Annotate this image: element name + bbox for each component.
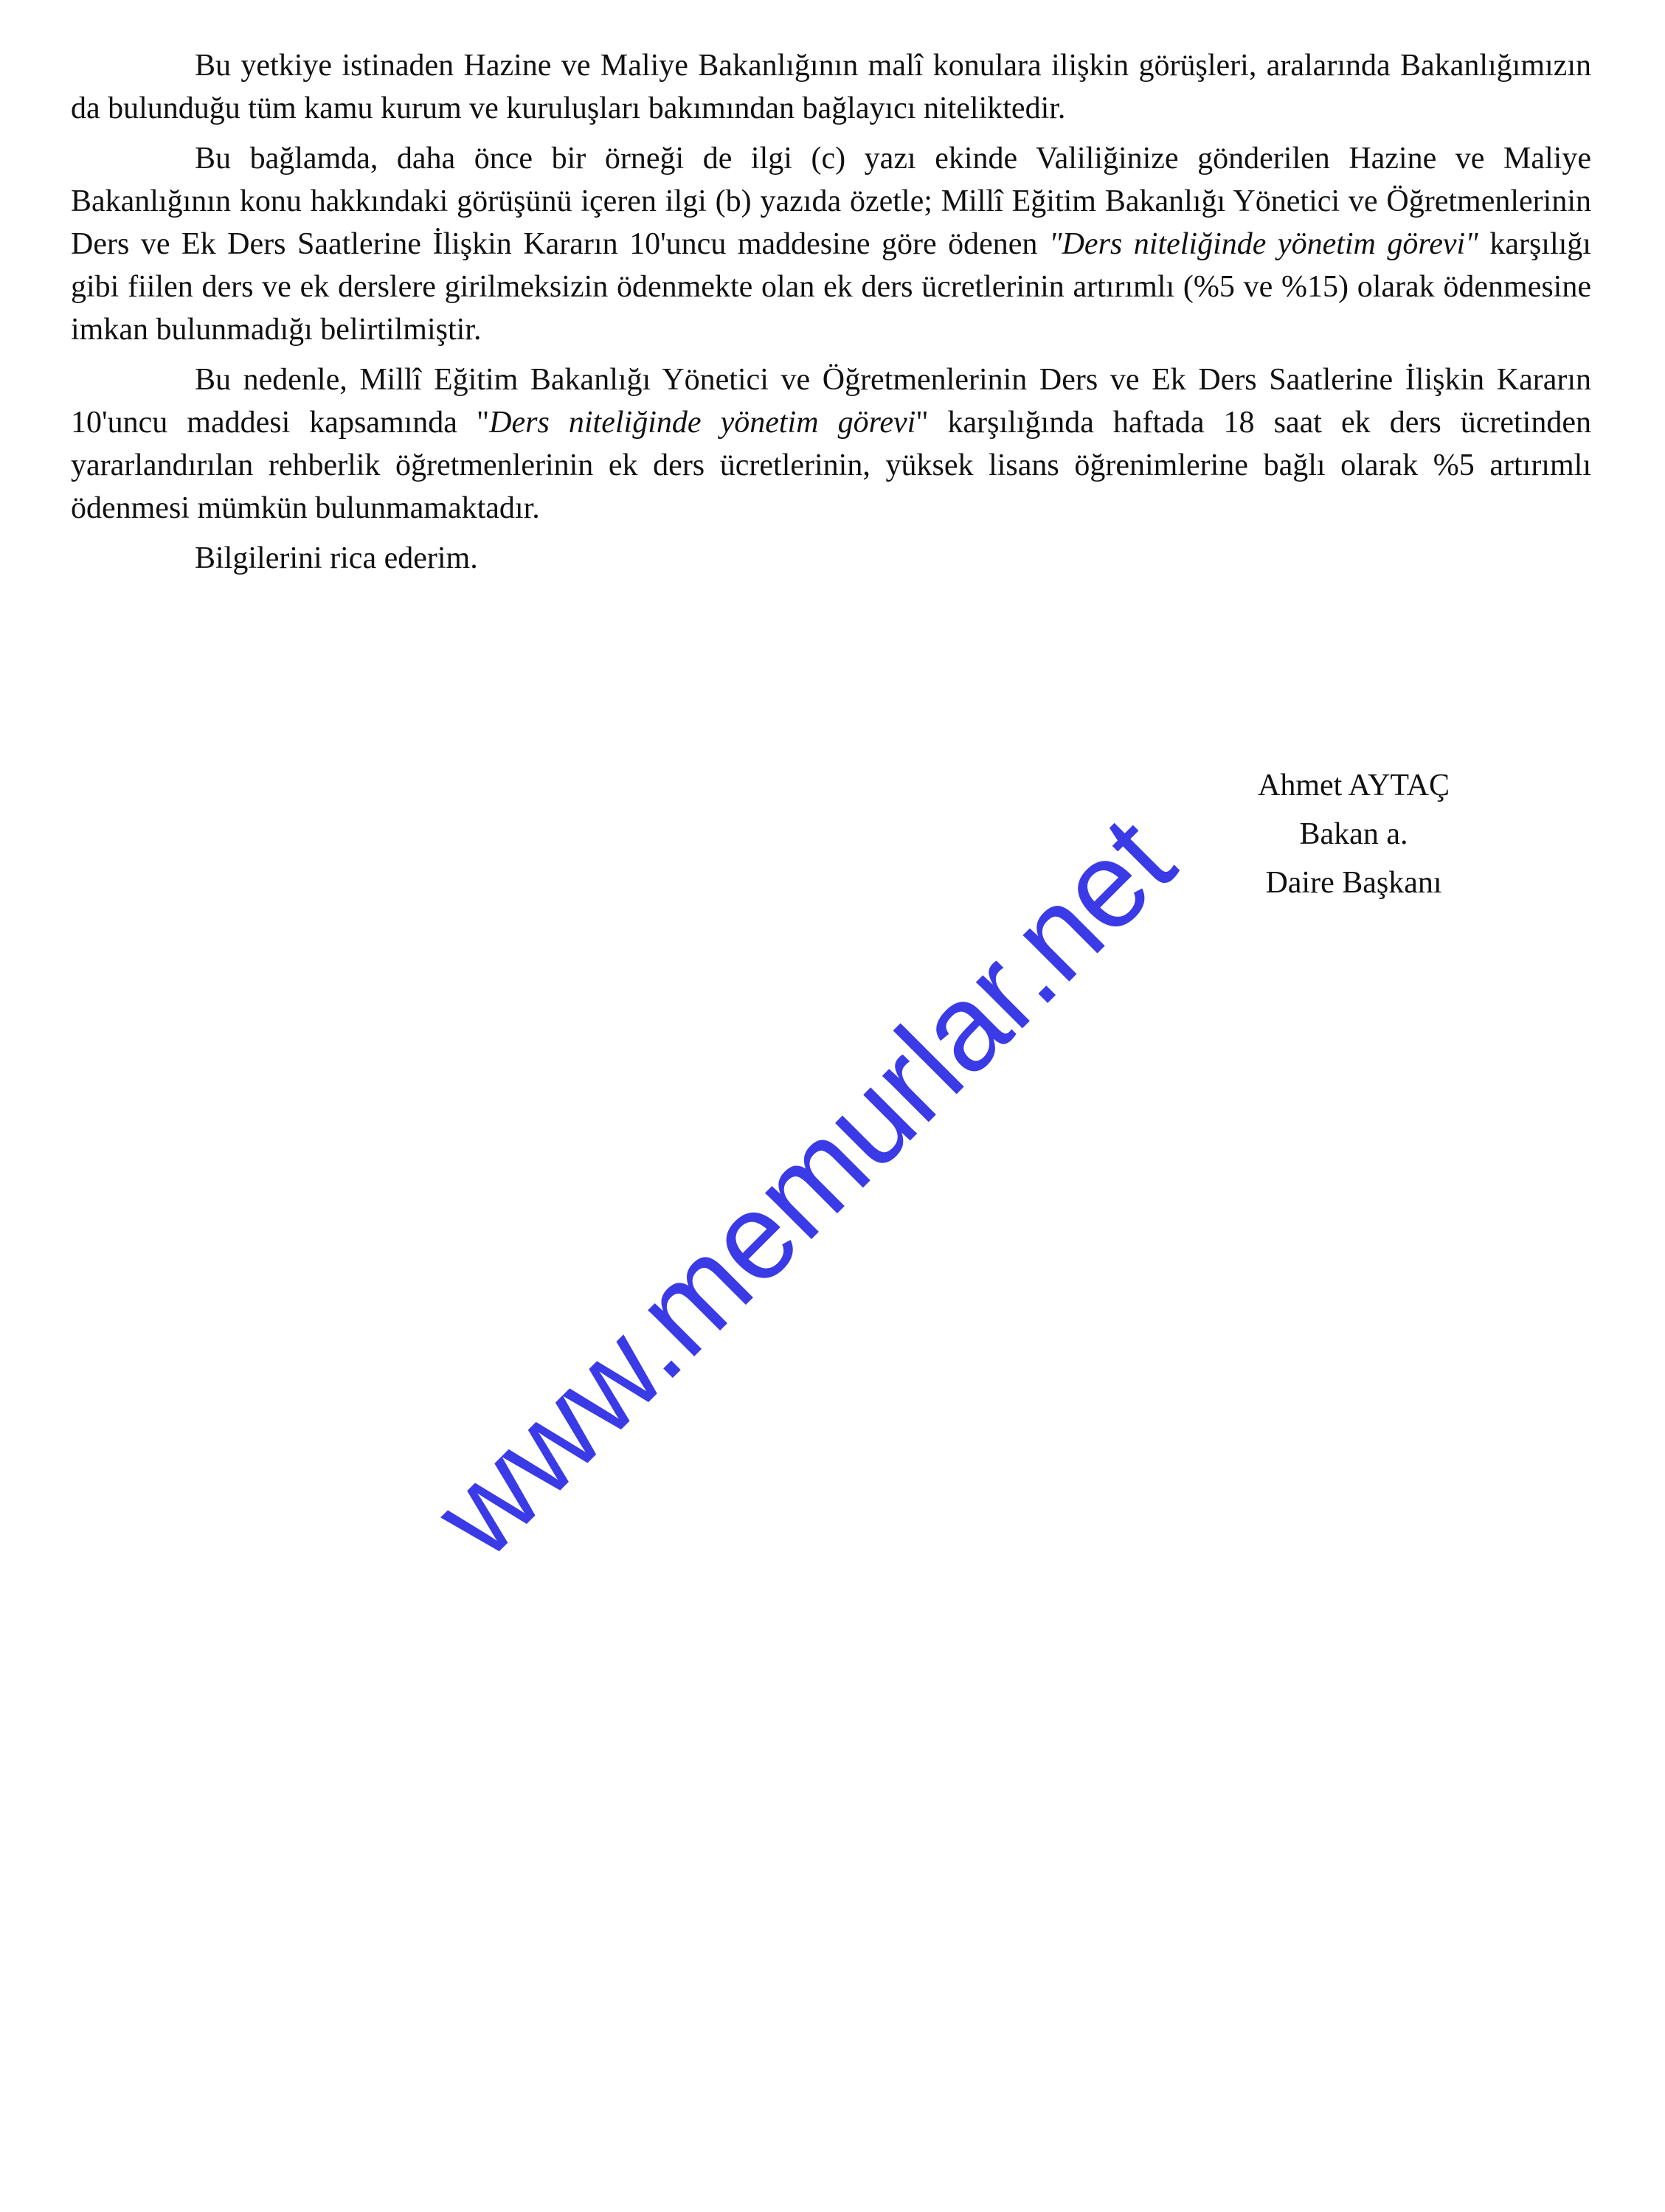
signatory-title: Daire Başkanı — [1265, 866, 1442, 900]
paragraph-3-italic-phrase: Ders niteliğinde yönetim görevi — [489, 406, 916, 440]
paragraph-3 — [71, 358, 1591, 530]
paragraph-1: Bu yetkiye istinaden Hazine ve Maliye Bakanlığının malî konulara ilişkin görüşleri, aralarında Bakanlığımızın da bulunduğu tüm kamu kurum ve kuruluşları bakımından bağlayıcı niteliktedir. — [71, 49, 1591, 125]
paragraph-3-text-end: " karşılığında haftada 18 saat ek ders ücretinden yararlandırılan rehberlik öğretmenlerinin ek ders ücretlerinin, yüksek lisans öğrenimlerine bağlı olarak %5 artırımlı ödenmesi mümkün bulunmamaktadır. — [71, 406, 1591, 525]
paragraph-4: Bilgilerini rica ederim. — [195, 541, 478, 575]
watermark-text: www.memurlar.net — [407, 763, 1227, 1583]
paragraph-2-italic-phrase: "Ders niteliğinde yönetim görevi" — [1048, 227, 1478, 261]
signature-block — [1206, 761, 1501, 907]
paragraph-3-text-start: Bu nedenle, Millî Eğitim Bakanlığı Yönetici ve Öğretmenlerinin Ders ve Ek Ders Saatlerine İlişkin Kararın 10'uncu maddesi kapsamında " — [71, 363, 1591, 440]
paragraph-2-text-end: karşılığı gibi fiilen ders ve ek derslere girilmeksizin ödenmekte olan ek ders ücretlerinin artırımlı (%5 ve %15) olarak ödenmesine imkan bulunmadığı belirtilmiştir. — [71, 227, 1591, 347]
letter-body — [71, 44, 1591, 587]
paragraph-2-text-start: Bu bağlamda, daha önce bir örneği de ilgi (c) yazı ekinde Valiliğinize gönderilen Hazine ve Maliye Bakanlığının konu hakkındaki görüşünü içeren ilgi (b) yazıda özetle; Millî Eğitim Bakanlığı Yönetici ve Öğretmenlerinin Ders ve Ek Ders Saatlerine İlişkin Kararın 10'uncu maddesine göre ödenen — [71, 142, 1591, 261]
signatory-name: Ahmet AYTAÇ — [1258, 769, 1450, 802]
signatory-capacity: Bakan a. — [1299, 817, 1408, 851]
paragraph-2 — [71, 137, 1591, 351]
